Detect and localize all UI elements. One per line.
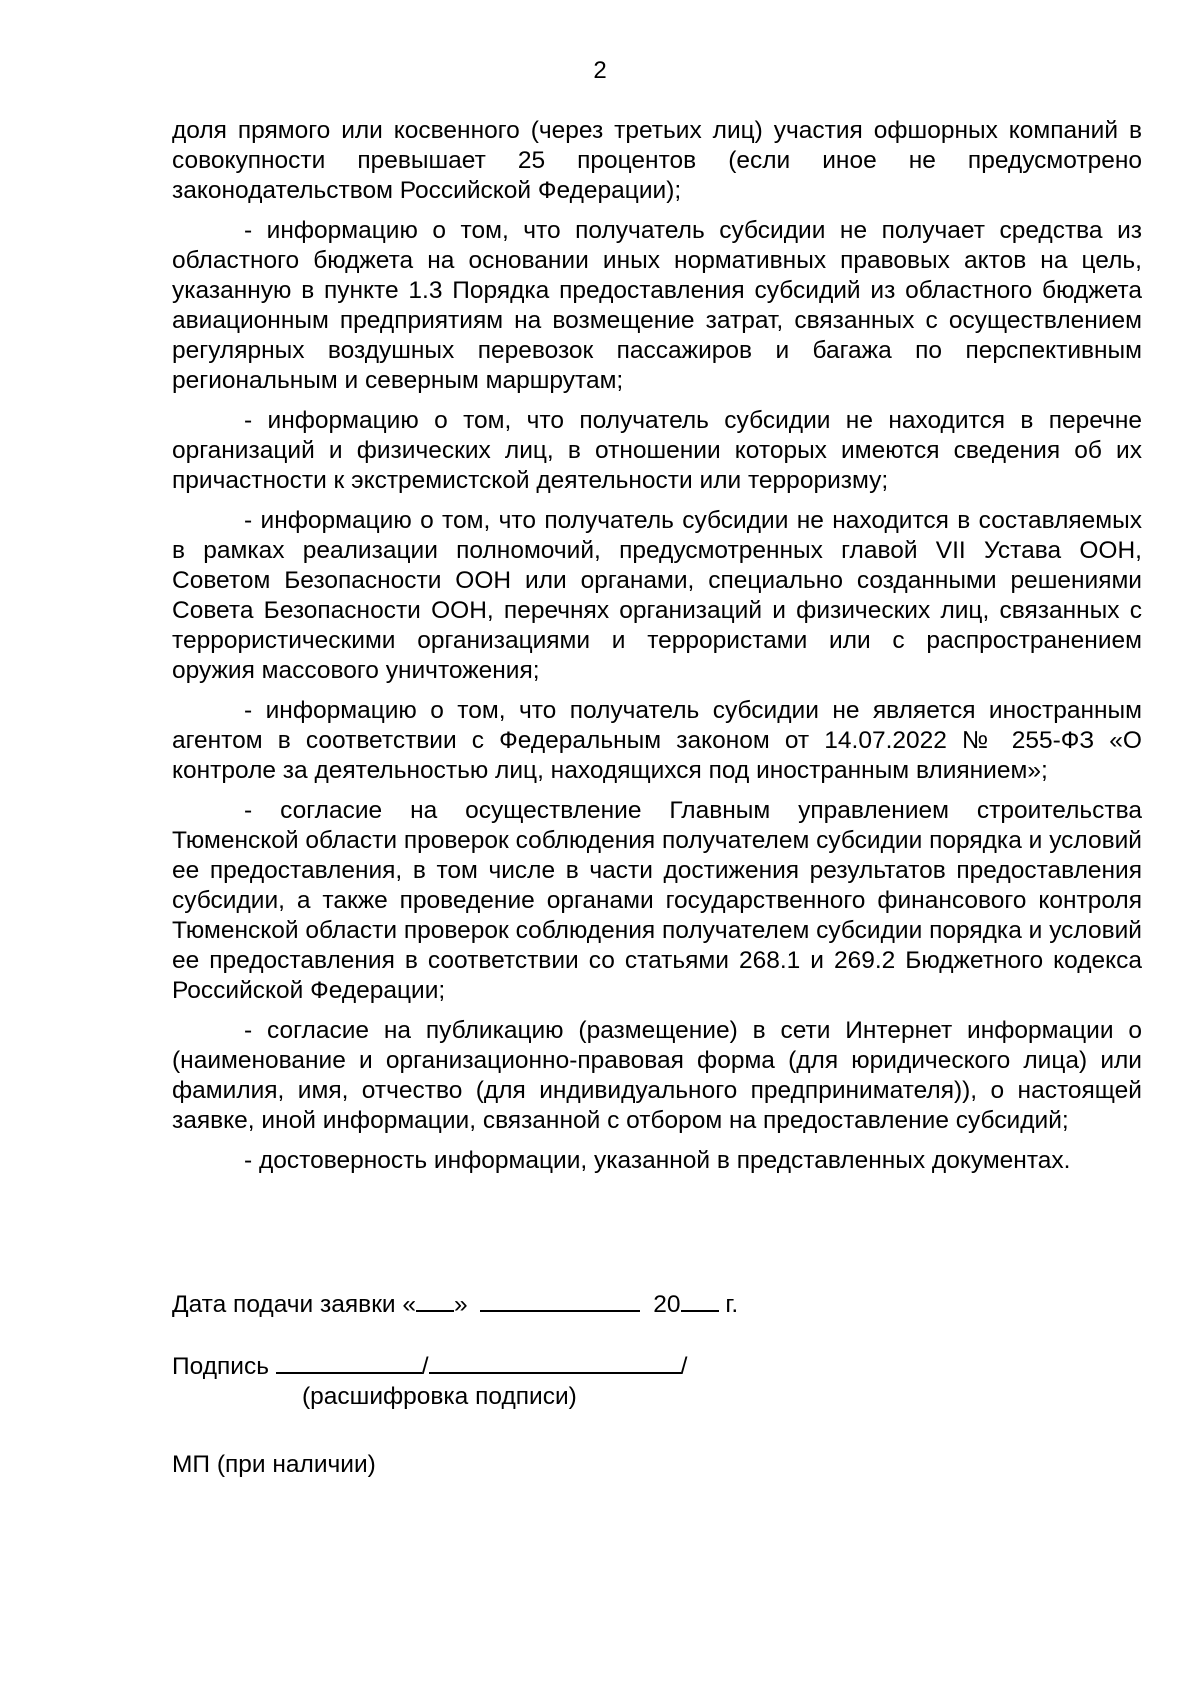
year-prefix: 20: [653, 1291, 681, 1318]
paragraph: - достоверность информации, указанной в представленных документах.: [244, 1147, 1071, 1174]
signature-label: Подпись: [172, 1353, 269, 1380]
paragraph: доля прямого или косвенного (через третьих лиц) участия офшорных компаний в совокупности превышает 25 процентов (если иное не предусмотрено законодательством Российской Федерации);: [172, 117, 1142, 204]
year-blank: [681, 1288, 719, 1312]
signature-block: [172, 1350, 1142, 1412]
paragraph: - информацию о том, что получатель субсидии не является иностранным агентом в соответствии с Федеральным законом от 14.07.2022 № 255-ФЗ «О контроле за деятельностью лиц, находящихся под иностранным влиянием»;: [172, 697, 1142, 784]
signature-decryption-blank: [429, 1350, 681, 1374]
signature-line: [172, 1350, 1142, 1382]
paragraph: - информацию о том, что получатель субсидии не находится в перечне организаций и физических лиц, в отношении которых имеются сведения об их причастности к экстремистской деятельности или терроризму;: [172, 407, 1142, 494]
document-body: [172, 116, 1142, 1186]
day-blank: [416, 1288, 454, 1312]
signature-caption: (расшифровка подписи): [302, 1383, 577, 1410]
signature-blank: [276, 1350, 422, 1374]
page-number: 2: [593, 57, 607, 84]
paragraph: - согласие на публикацию (размещение) в сети Интернет информации о (наименование и организационно-правовая форма (для юридического лица) или фамилия, имя, отчество (для индивидуального предпринимателя)), о настоящей заявке, иной информации, связанной с отбором на предоставление субсидий;: [172, 1017, 1142, 1134]
year-suffix: г.: [725, 1291, 739, 1318]
paragraph: - согласие на осуществление Главным управлением строительства Тюменской области проверок соблюдения получателем субсидии порядка и условий ее предоставления, в том числе в части достижения результатов предоставления субсидии, а также проведение органами государственного финансового контроля Тюменской области проверок соблюдения получателем субсидии порядка и условий ее предоставления в соответствии со статьями 268.1 и 269.2 Бюджетного кодекса Российской Федерации;: [172, 797, 1142, 1004]
paragraph: - информацию о том, что получатель субсидии не получает средства из областного бюджета на основании иных нормативных правовых актов на цель, указанную в пункте 1.3 Порядка предоставления субсидий из областного бюджета авиационным предприятиям на возмещение затрат, связанных с осуществлением регулярных воздушных перевозок пассажиров и багажа по перспективным региональным и северным маршрутам;: [172, 217, 1142, 394]
submission-date-line: [172, 1288, 1142, 1320]
date-close-quote: »: [454, 1291, 468, 1318]
date-label: Дата подачи заявки «: [172, 1291, 417, 1318]
signature-end: /: [680, 1353, 688, 1380]
month-blank: [480, 1288, 640, 1312]
stamp-line: МП (при наличии): [172, 1451, 376, 1478]
signature-separator: /: [421, 1353, 429, 1380]
paragraph: - информацию о том, что получатель субсидии не находится в составляемых в рамках реализации полномочий, предусмотренных главой VII Устава ООН, Советом Безопасности ООН или органами, специально созданными решениями Совета Безопасности ООН, перечнях организаций и физических лиц, связанных с террористическими организациями и террористами или с распространением оружия массового уничтожения;: [172, 507, 1142, 684]
